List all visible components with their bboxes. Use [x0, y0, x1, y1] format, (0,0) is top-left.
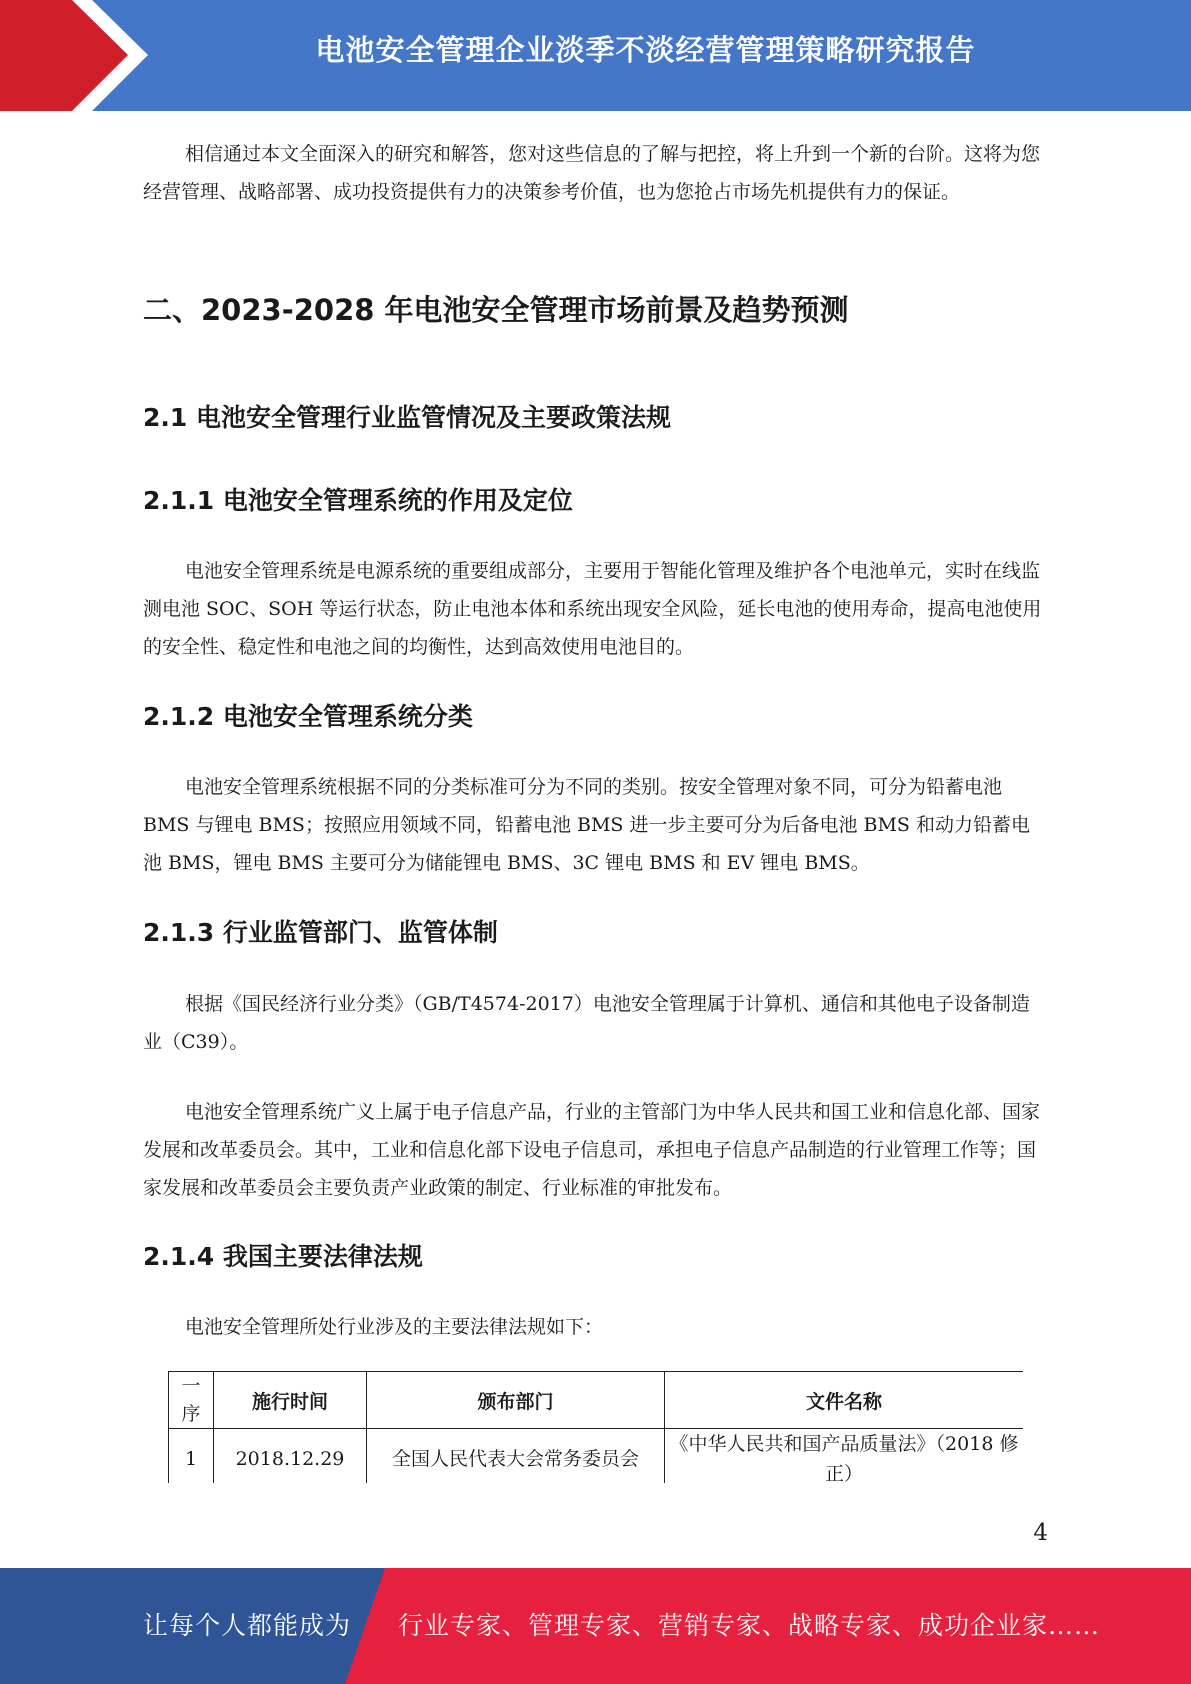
- intro-paragraph: 相信通过本文全面深入的研究和解答，您对这些信息的了解与把控，将上升到一个新的台阶。这将为您经营管理、战略部署、成功投资提供有力的决策参考价值，也为您抢占市场先机提供有力的保证。: [143, 143, 1041, 203]
- cell-date: 2018.12.29: [214, 1429, 367, 1484]
- subsection-heading-2-1-3: 2.1.3 行业监管部门、监管体制: [143, 918, 498, 947]
- cell-dept: 全国人民代表大会常务委员会: [367, 1429, 665, 1484]
- report-title: 电池安全管理企业淡季不淡经营管理策略研究报告: [315, 33, 976, 67]
- table-header-row: [169, 1372, 1024, 1429]
- column-header-seq: 一 序: [169, 1372, 214, 1429]
- column-header-date: 施行时间: [214, 1372, 367, 1429]
- column-header-dept: 颁布部门: [367, 1372, 665, 1429]
- table-row: [169, 1429, 1024, 1484]
- laws-table: [168, 1371, 1023, 1483]
- column-header-name: 文件名称: [665, 1372, 1024, 1429]
- paragraph-2-1-1: 电池安全管理系统是电源系统的重要组成部分，主要用于智能化管理及维护各个电池单元，实时在线监测电池 SOC、SOH 等运行状态，防止电池本体和系统出现安全风险，延长电池的使用寿命，提高电池使用的安全性、稳定性和电池之间的均衡性，达到高效使用电池目的。: [143, 560, 1042, 658]
- header-arrow-decoration: [0, 0, 160, 111]
- page-footer: [0, 1568, 1191, 1684]
- subsection-heading-2-1-2: 2.1.2 电池安全管理系统分类: [143, 702, 473, 731]
- cell-seq: 1: [169, 1429, 214, 1484]
- subsection-heading-2-1-4: 2.1.4 我国主要法律法规: [143, 1242, 423, 1271]
- page-number: 4: [1033, 1520, 1048, 1546]
- cell-name: 《中华人民共和国产品质量法》（2018 修正）: [665, 1429, 1024, 1484]
- laws-table-container: [168, 1371, 1023, 1483]
- subsection-heading-2-1-1: 2.1.1 电池安全管理系统的作用及定位: [143, 486, 573, 515]
- paragraph-2-1-2: 电池安全管理系统根据不同的分类标准可分为不同的类别。按安全管理对象不同，可分为铅蓄电池 BMS 与锂电 BMS；按照应用领域不同，铅蓄电池 BMS 进一步主要可分为后备电池 BMS 和动力铅蓄电池 BMS，锂电 BMS 主要可分为储能锂电 BMS、3C 锂电 BMS 和 EV 锂电 BMS。: [143, 776, 1030, 874]
- section-heading: 二、2023-2028 年电池安全管理市场前景及趋势预测: [143, 293, 849, 327]
- footer-slogan-left: 让每个人都能成为: [143, 1611, 352, 1640]
- paragraph-2-1-3-b: 电池安全管理系统广义上属于电子信息产品，行业的主管部门为中华人民共和国工业和信息化部、国家发展和改革委员会。其中，工业和信息化部下设电子信息司，承担电子信息产品制造的行业管理工作等；国家发展和改革委员会主要负责产业政策的制定、行业标准的审批发布。: [143, 1101, 1041, 1199]
- subsection-heading-2-1: 2.1 电池安全管理行业监管情况及主要政策法规: [143, 403, 671, 432]
- paragraph-2-1-4: 电池安全管理所处行业涉及的主要法律法规如下：: [185, 1316, 604, 1338]
- paragraph-2-1-3-a: 根据《国民经济行业分类》（GB/T4574-2017）电池安全管理属于计算机、通信和其他电子设备制造业（C39）。: [143, 993, 1030, 1053]
- page-header: [0, 0, 1191, 111]
- footer-slogan-right: 行业专家、管理专家、营销专家、战略专家、成功企业家……: [398, 1611, 1101, 1640]
